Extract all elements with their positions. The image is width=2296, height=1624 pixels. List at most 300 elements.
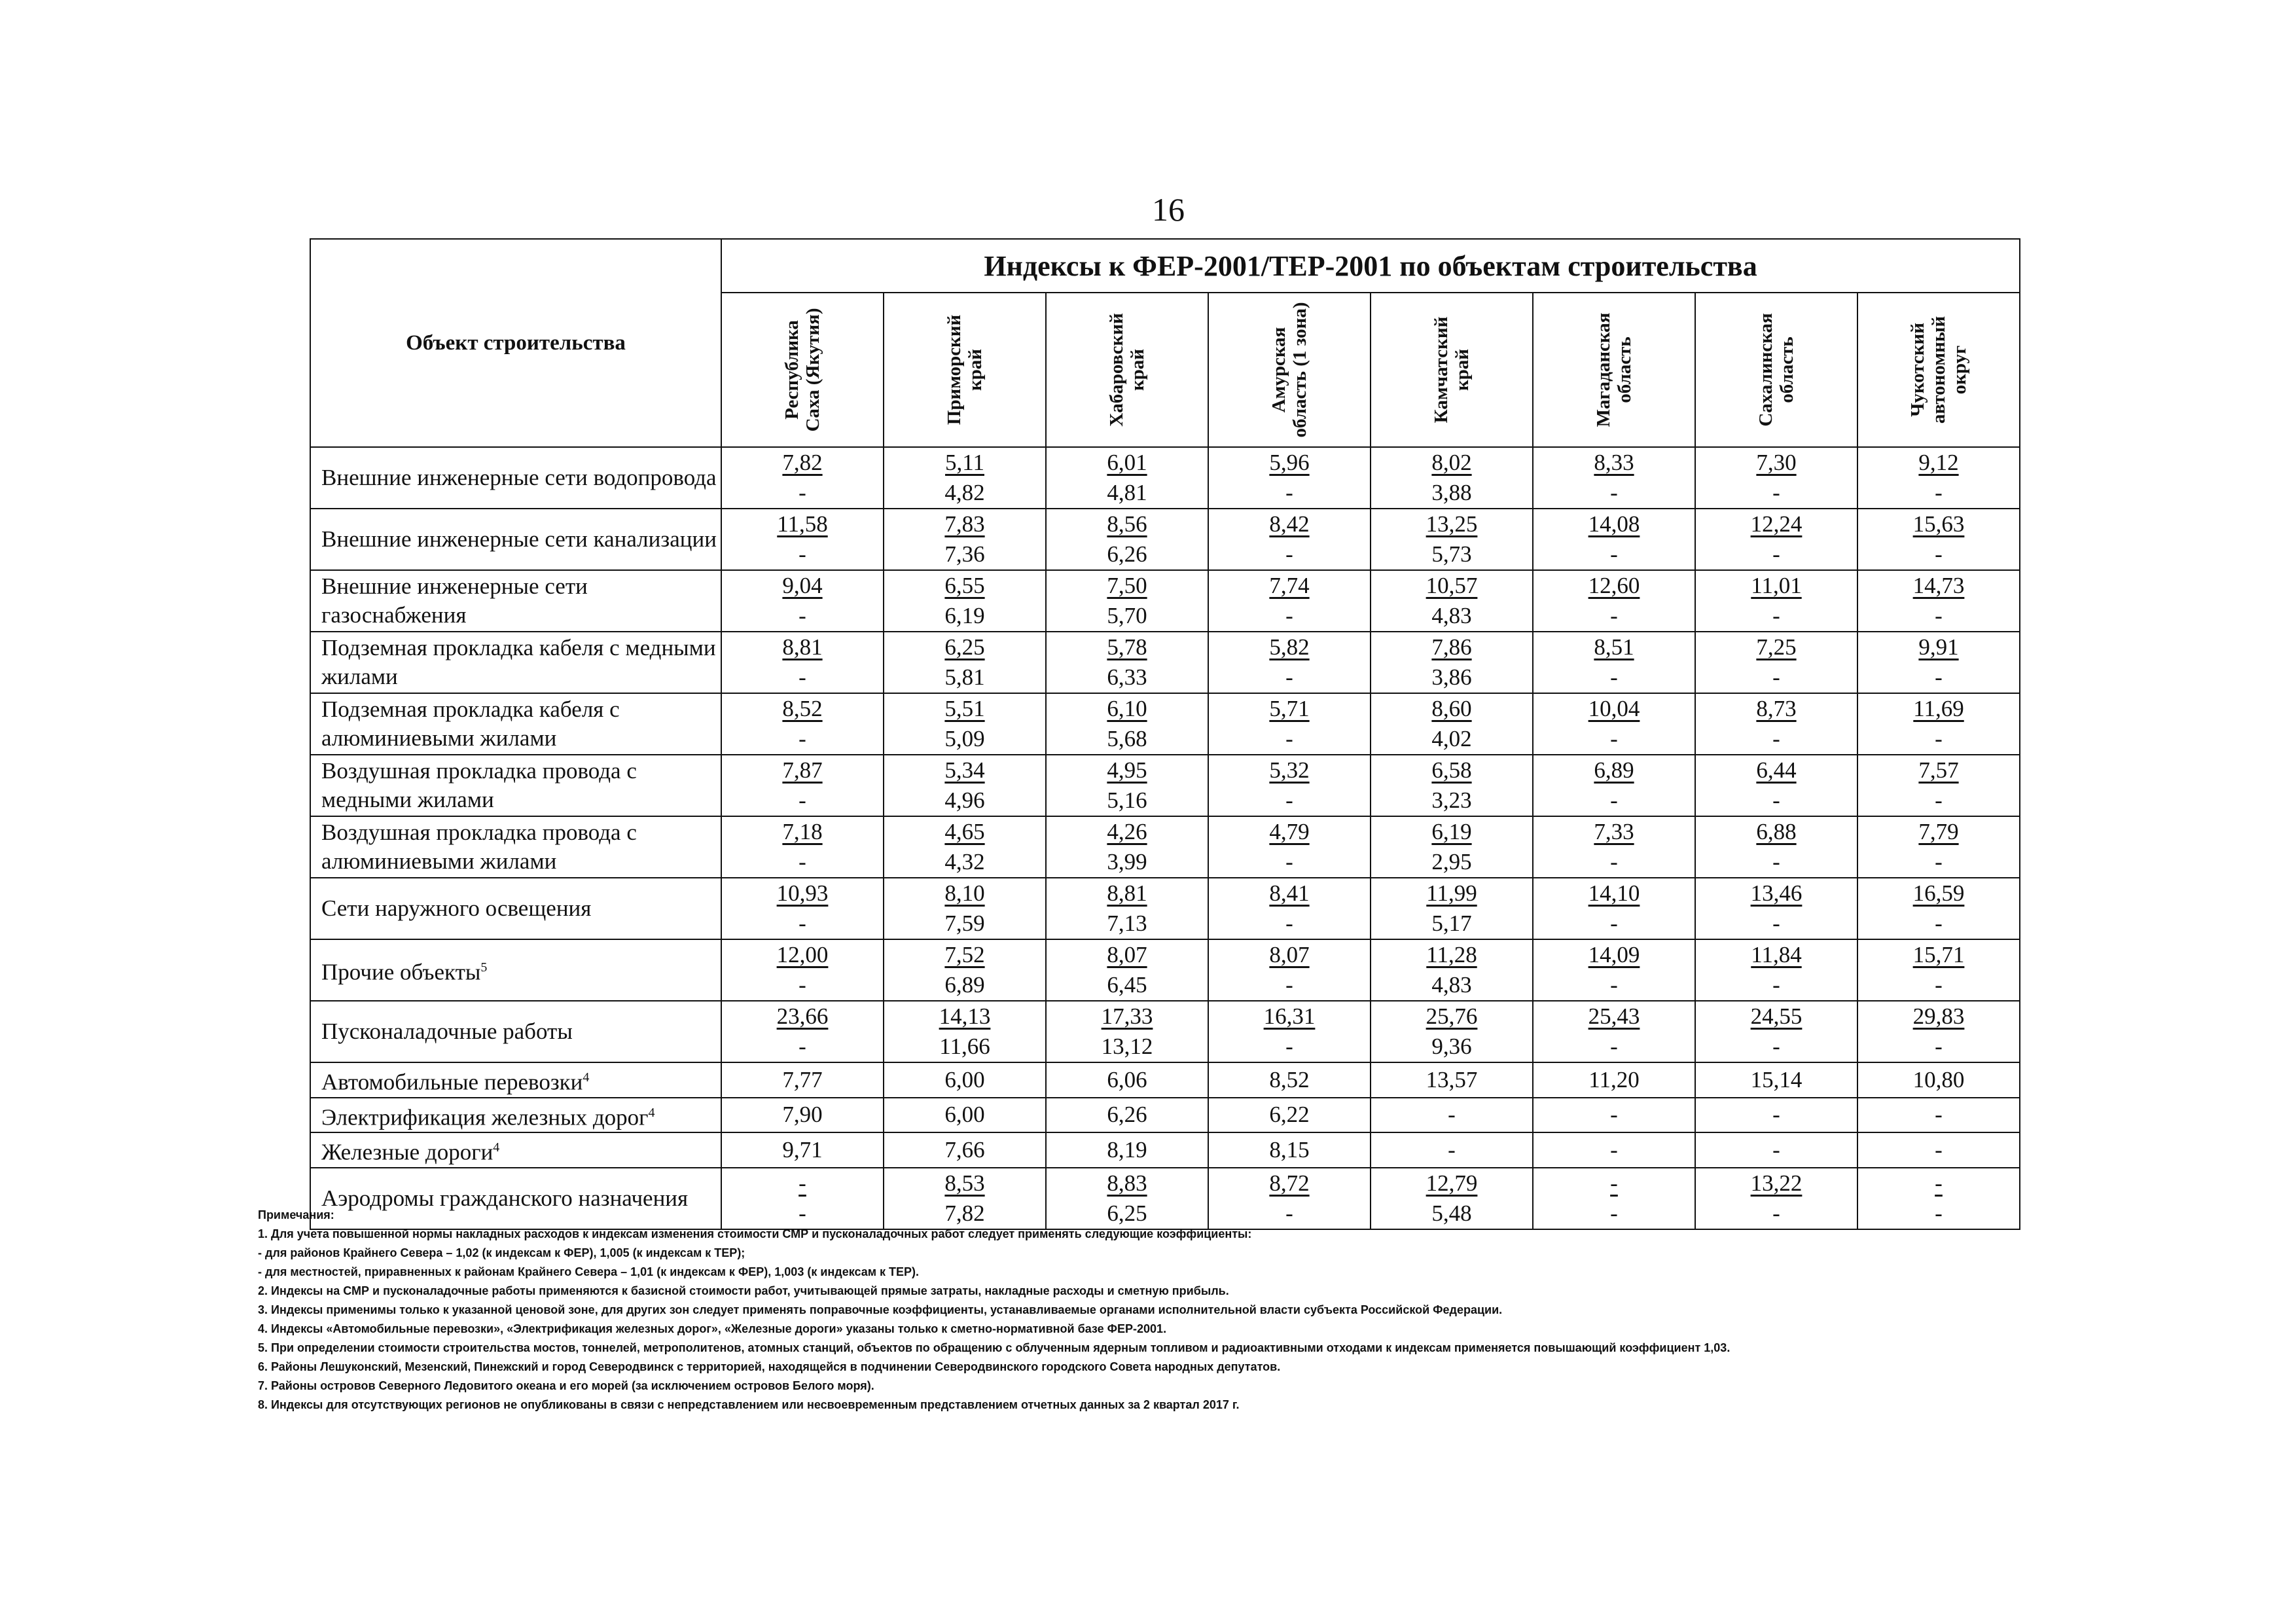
fer-index-value: 4,65 xyxy=(944,819,985,844)
fer-index-value: 7,25 xyxy=(1756,634,1797,660)
value-cell xyxy=(1695,1098,1857,1133)
value-cell xyxy=(721,693,884,755)
fer-index-value: 13,25 xyxy=(1426,511,1478,537)
index-value: 7,90 xyxy=(782,1102,823,1128)
value-cell xyxy=(1857,509,2020,570)
value-cell xyxy=(1371,878,1533,939)
fer-index-value: 12,79 xyxy=(1426,1170,1478,1196)
table-row xyxy=(310,1001,2020,1062)
ter-index-value: - xyxy=(1772,603,1780,628)
value-cell xyxy=(1371,447,1533,509)
ter-index-value: - xyxy=(1610,726,1618,751)
value-cell xyxy=(1371,1001,1533,1062)
fer-index-value: 4,26 xyxy=(1107,819,1147,844)
value-cell xyxy=(1857,1098,2020,1133)
index-table xyxy=(310,238,2020,1230)
ter-index-value: 3,23 xyxy=(1431,787,1472,813)
value-cell xyxy=(1533,632,1695,693)
fer-index-value: 10,04 xyxy=(1588,696,1640,721)
value-cell xyxy=(1208,632,1371,693)
index-value: - xyxy=(1935,1102,1943,1128)
ter-index-value: 13,12 xyxy=(1101,1034,1153,1059)
value-cell xyxy=(1046,447,1208,509)
fer-index-value: 9,12 xyxy=(1918,450,1959,475)
ter-index-value: - xyxy=(1610,972,1618,998)
table-body xyxy=(310,447,2020,1229)
fer-index-value: 16,59 xyxy=(1912,880,1965,906)
fer-index-value: 8,56 xyxy=(1107,511,1147,537)
index-value: - xyxy=(1448,1137,1456,1163)
ter-index-value: 6,33 xyxy=(1107,664,1147,690)
region-header xyxy=(1046,293,1208,447)
note-line: 1. Для учета повышенной нормы накладных расходов к индексам изменения стоимости СМР и пусконаладочных работ следует применять следующие коэффициенты: xyxy=(258,1227,1252,1240)
table-row xyxy=(310,632,2020,693)
ter-index-value: 7,36 xyxy=(944,541,985,567)
value-cell xyxy=(721,1001,884,1062)
fer-index-value: 8,02 xyxy=(1431,450,1472,475)
value-cell xyxy=(1208,447,1371,509)
index-value: 10,80 xyxy=(1912,1066,1965,1092)
table-row xyxy=(310,509,2020,570)
region-label: Приморский край xyxy=(944,314,986,425)
region-header xyxy=(1857,293,2020,447)
table-row xyxy=(310,1132,2020,1168)
fer-index-value: 14,13 xyxy=(939,1003,991,1029)
fer-index-value: 12,60 xyxy=(1588,573,1640,598)
index-value: 8,52 xyxy=(1269,1066,1310,1092)
footnote-ref: 4 xyxy=(648,1105,655,1120)
value-cell xyxy=(1371,939,1533,1001)
fer-index-value: - xyxy=(1935,1170,1943,1196)
value-cell xyxy=(1371,755,1533,816)
value-cell xyxy=(1046,1062,1208,1098)
ter-index-value: - xyxy=(798,1200,806,1226)
fer-index-value: 5,82 xyxy=(1269,634,1310,660)
ter-index-value: 4,83 xyxy=(1431,972,1472,998)
object-name-cell xyxy=(310,878,721,939)
ter-index-value: - xyxy=(1285,480,1293,505)
fer-index-value: 8,53 xyxy=(944,1170,985,1196)
fer-index-value: 8,10 xyxy=(944,880,985,906)
fer-index-value: - xyxy=(1610,1170,1618,1196)
value-cell xyxy=(1533,1132,1695,1168)
note-line: 3. Индексы применимы только к указанной ценовой зоне, для других зон следует применять поправочные коэффициенты, устанавливаемые органами исполнительной власти субъекта Российской Федерации. xyxy=(258,1303,1503,1316)
index-value: 11,20 xyxy=(1588,1066,1640,1092)
region-header xyxy=(884,293,1046,447)
value-cell xyxy=(1857,939,2020,1001)
ter-index-value: 9,36 xyxy=(1431,1034,1472,1059)
fer-index-value: - xyxy=(798,1170,806,1196)
ter-index-value: - xyxy=(1935,972,1943,998)
value-cell xyxy=(1533,755,1695,816)
value-cell xyxy=(1533,693,1695,755)
ter-index-value: 5,16 xyxy=(1107,787,1147,813)
value-cell xyxy=(884,447,1046,509)
fer-index-value: 6,58 xyxy=(1431,757,1472,783)
footnote-ref: 4 xyxy=(493,1140,500,1155)
ter-index-value: 7,59 xyxy=(944,911,985,936)
region-header xyxy=(1695,293,1857,447)
index-value: - xyxy=(1448,1102,1456,1128)
value-cell xyxy=(884,632,1046,693)
ter-index-value: - xyxy=(798,972,806,998)
ter-index-value: - xyxy=(1610,480,1618,505)
value-cell xyxy=(1046,816,1208,878)
fer-index-value: 14,73 xyxy=(1912,573,1965,598)
note-line: 6. Районы Лешуконский, Мезенский, Пинежский и город Северодвинск с территорией, находящейся в подчинении Северодвинского городского Совета народных депутатов. xyxy=(258,1360,1281,1373)
value-cell xyxy=(1695,1001,1857,1062)
value-cell xyxy=(1046,878,1208,939)
index-value: - xyxy=(1610,1137,1618,1163)
object-name: Подземная прокладка кабеля с алюминиевыми жилами xyxy=(321,696,620,751)
ter-index-value: - xyxy=(1610,787,1618,813)
ter-index-value: - xyxy=(1935,603,1943,628)
ter-index-value: - xyxy=(1935,1034,1943,1059)
object-name: Пусконаладочные работы xyxy=(321,1019,573,1044)
ter-index-value: - xyxy=(1610,1034,1618,1059)
fer-index-value: 9,91 xyxy=(1918,634,1959,660)
value-cell xyxy=(1208,1001,1371,1062)
ter-index-value: 11,66 xyxy=(939,1034,990,1059)
fer-index-value: 7,30 xyxy=(1756,450,1797,475)
value-cell xyxy=(1371,1098,1533,1133)
value-cell xyxy=(1208,816,1371,878)
table-title: Индексы к ФЕР-2001/ТЕР-2001 по объектам строительства xyxy=(721,239,2020,293)
value-cell xyxy=(1857,570,2020,632)
object-name: Сети наружного освещения xyxy=(321,895,592,921)
table-row xyxy=(310,570,2020,632)
index-value: - xyxy=(1610,1102,1618,1128)
index-value: 6,26 xyxy=(1107,1102,1147,1128)
fer-index-value: 11,58 xyxy=(777,511,828,537)
value-cell xyxy=(1046,509,1208,570)
value-cell xyxy=(1857,816,2020,878)
fer-index-value: 13,22 xyxy=(1750,1170,1803,1196)
note-line: 4. Индексы «Автомобильные перевозки», «Электрификация железных дорог», «Железные дороги» указаны только к сметно-нормативной базе ФЕР-2001. xyxy=(258,1322,1167,1335)
ter-index-value: - xyxy=(1935,1200,1943,1226)
value-cell xyxy=(1046,1001,1208,1062)
value-cell xyxy=(1208,1098,1371,1133)
fer-index-value: 8,81 xyxy=(782,634,823,660)
fer-index-value: 6,44 xyxy=(1756,757,1797,783)
value-cell xyxy=(1208,1062,1371,1098)
fer-index-value: 6,88 xyxy=(1756,819,1797,844)
ter-index-value: - xyxy=(1285,972,1293,998)
object-name-cell xyxy=(310,570,721,632)
ter-index-value: 4,32 xyxy=(944,849,985,875)
notes-heading: Примечания: xyxy=(258,1208,334,1221)
fer-index-value: 12,24 xyxy=(1750,511,1803,537)
fer-index-value: 8,42 xyxy=(1269,511,1310,537)
ter-index-value: 5,48 xyxy=(1431,1200,1472,1226)
ter-index-value: 2,95 xyxy=(1431,849,1472,875)
ter-index-value: - xyxy=(1285,1034,1293,1059)
value-cell xyxy=(1533,878,1695,939)
value-cell xyxy=(884,755,1046,816)
value-cell xyxy=(1371,632,1533,693)
note-line: 5. При определении стоимости строительства мостов, тоннелей, метрополитенов, атомных станций, объектов по обращению с облученным ядерным топливом и радиоактивными отходами к индексам применяется повышающий коэффициент 1,03. xyxy=(258,1341,1731,1354)
fer-index-value: 7,83 xyxy=(944,511,985,537)
value-cell xyxy=(1046,632,1208,693)
fer-index-value: 5,11 xyxy=(945,450,984,475)
fer-index-value: 10,93 xyxy=(776,880,829,906)
index-value: 6,00 xyxy=(944,1102,985,1128)
value-cell xyxy=(1208,693,1371,755)
fer-index-value: 7,33 xyxy=(1594,819,1634,844)
ter-index-value: - xyxy=(1772,726,1780,751)
table-row xyxy=(310,1098,2020,1133)
ter-index-value: - xyxy=(798,726,806,751)
value-cell xyxy=(1695,755,1857,816)
value-cell xyxy=(1533,1098,1695,1133)
fer-index-value: 7,74 xyxy=(1269,573,1310,598)
fer-index-value: 7,86 xyxy=(1431,634,1472,660)
fer-index-value: 6,01 xyxy=(1107,450,1147,475)
fer-index-value: 6,10 xyxy=(1107,696,1147,721)
fer-index-value: 11,69 xyxy=(1913,696,1964,721)
value-cell xyxy=(721,570,884,632)
ter-index-value: - xyxy=(1285,787,1293,813)
table-row xyxy=(310,693,2020,755)
ter-index-value: - xyxy=(1772,541,1780,567)
ter-index-value: - xyxy=(1772,664,1780,690)
value-cell xyxy=(1533,1001,1695,1062)
fer-index-value: 29,83 xyxy=(1912,1003,1965,1029)
value-cell xyxy=(1695,1062,1857,1098)
footnote-ref: 4 xyxy=(583,1070,590,1085)
region-header xyxy=(1371,293,1533,447)
object-name: Электрификация железных дорог xyxy=(321,1104,649,1130)
index-value: 6,00 xyxy=(944,1066,985,1092)
fer-index-value: 14,10 xyxy=(1588,880,1640,906)
fer-index-value: 8,72 xyxy=(1269,1170,1310,1196)
object-name: Внешние инженерные сети газоснабжения xyxy=(321,573,588,628)
fer-index-value: 8,33 xyxy=(1594,450,1634,475)
value-cell xyxy=(721,816,884,878)
value-cell xyxy=(1857,632,2020,693)
value-cell xyxy=(1208,939,1371,1001)
value-cell xyxy=(721,755,884,816)
value-cell xyxy=(1371,816,1533,878)
value-cell xyxy=(721,632,884,693)
ter-index-value: - xyxy=(1285,664,1293,690)
ter-index-value: 5,68 xyxy=(1107,726,1147,751)
index-value: - xyxy=(1772,1137,1780,1163)
value-cell xyxy=(1371,570,1533,632)
ter-index-value: - xyxy=(798,849,806,875)
fer-index-value: 25,76 xyxy=(1426,1003,1478,1029)
value-cell xyxy=(1533,816,1695,878)
value-cell xyxy=(1695,816,1857,878)
value-cell xyxy=(1046,1132,1208,1168)
ter-index-value: - xyxy=(1772,480,1780,505)
ter-index-value: - xyxy=(798,911,806,936)
fer-index-value: 11,99 xyxy=(1426,880,1477,906)
fer-index-value: 8,07 xyxy=(1107,942,1147,967)
fer-index-value: 8,52 xyxy=(782,696,823,721)
fer-index-value: 5,51 xyxy=(944,696,985,721)
value-cell xyxy=(1046,1098,1208,1133)
ter-index-value: 6,45 xyxy=(1107,972,1147,998)
fer-index-value: 14,09 xyxy=(1588,942,1640,967)
fer-index-value: 7,50 xyxy=(1107,573,1147,598)
fer-index-value: 23,66 xyxy=(776,1003,829,1029)
region-header xyxy=(721,293,884,447)
ter-index-value: 6,89 xyxy=(944,972,985,998)
fer-index-value: 4,95 xyxy=(1107,757,1147,783)
ter-index-value: - xyxy=(1935,726,1943,751)
page-number: 16 xyxy=(1152,191,1185,228)
object-name-cell xyxy=(310,447,721,509)
region-label: Амурская область (1 зона) xyxy=(1268,302,1310,438)
note-line: 2. Индексы на СМР и пусконаладочные работы применяются к базисной стоимости работ, учитывающей прямые затраты, накладные расходы и сметную прибыль. xyxy=(258,1284,1229,1297)
value-cell xyxy=(1857,447,2020,509)
object-column-header: Объект строительства xyxy=(310,239,721,447)
fer-index-value: 7,82 xyxy=(782,450,823,475)
fer-index-value: 5,32 xyxy=(1269,757,1310,783)
ter-index-value: 6,19 xyxy=(944,603,985,628)
fer-index-value: 12,00 xyxy=(776,942,829,967)
value-cell xyxy=(1857,1001,2020,1062)
value-cell xyxy=(1046,939,1208,1001)
region-label: Сахалинская область xyxy=(1755,313,1797,427)
ter-index-value: 6,26 xyxy=(1107,541,1147,567)
value-cell xyxy=(1208,878,1371,939)
value-cell xyxy=(1857,878,2020,939)
index-value: 7,77 xyxy=(782,1066,823,1092)
ter-index-value: - xyxy=(1935,664,1943,690)
value-cell xyxy=(1857,1132,2020,1168)
value-cell xyxy=(1857,755,2020,816)
ter-index-value: 4,96 xyxy=(944,787,985,813)
fer-index-value: 8,60 xyxy=(1431,696,1472,721)
table-row xyxy=(310,939,2020,1001)
table-row xyxy=(310,1062,2020,1098)
value-cell xyxy=(884,816,1046,878)
value-cell xyxy=(884,693,1046,755)
value-cell xyxy=(721,1098,884,1133)
object-name: Воздушная прокладка провода с алюминиевыми жилами xyxy=(321,820,637,874)
value-cell xyxy=(1371,1132,1533,1168)
fer-index-value: 8,41 xyxy=(1269,880,1310,906)
object-name-cell xyxy=(310,1098,721,1133)
ter-index-value: 3,88 xyxy=(1431,480,1472,505)
object-name: Железные дороги xyxy=(321,1139,493,1165)
ter-index-value: - xyxy=(798,664,806,690)
ter-index-value: - xyxy=(1285,911,1293,936)
object-name: Аэродромы гражданского назначения xyxy=(321,1185,689,1211)
note-line: 8. Индексы для отсутствующих регионов не опубликованы в связи с непредставлением или несвоевременным представлением отчетных данных за 2 квартал 2017 г. xyxy=(258,1398,1240,1411)
ter-index-value: - xyxy=(1772,787,1780,813)
value-cell xyxy=(1046,755,1208,816)
object-name: Внешние инженерные сети канализации xyxy=(321,526,717,552)
ter-index-value: - xyxy=(1772,911,1780,936)
fer-index-value: 14,08 xyxy=(1588,511,1640,537)
table-row xyxy=(310,878,2020,939)
value-cell xyxy=(1695,509,1857,570)
value-cell xyxy=(1695,878,1857,939)
ter-index-value: - xyxy=(1285,541,1293,567)
value-cell xyxy=(1208,509,1371,570)
value-cell xyxy=(721,1132,884,1168)
ter-index-value: 5,73 xyxy=(1431,541,1472,567)
ter-index-value: - xyxy=(1935,480,1943,505)
fer-index-value: 8,81 xyxy=(1107,880,1147,906)
value-cell xyxy=(721,878,884,939)
note-line: - для местностей, приравненных к районам Крайнего Севера – 1,01 (к индексам к ФЕР), 1,003 (к индексам к ТЕР). xyxy=(258,1265,920,1278)
object-name-cell xyxy=(310,816,721,878)
value-cell xyxy=(1208,570,1371,632)
value-cell xyxy=(721,939,884,1001)
fer-index-value: 8,83 xyxy=(1107,1170,1147,1196)
ter-index-value: - xyxy=(798,480,806,505)
value-cell xyxy=(1695,1132,1857,1168)
fer-index-value: 6,19 xyxy=(1431,819,1472,844)
index-value: 15,14 xyxy=(1750,1066,1803,1092)
table-row xyxy=(310,755,2020,816)
ter-index-value: - xyxy=(1285,726,1293,751)
fer-index-value: 11,28 xyxy=(1426,942,1477,967)
value-cell xyxy=(1533,939,1695,1001)
value-cell xyxy=(1046,693,1208,755)
region-label: Чукотский автономный округ xyxy=(1907,316,1970,424)
object-name-cell xyxy=(310,1132,721,1168)
ter-index-value: - xyxy=(1610,664,1618,690)
ter-index-value: - xyxy=(1772,972,1780,998)
object-name-cell xyxy=(310,693,721,755)
fer-index-value: 9,04 xyxy=(782,573,823,598)
ter-index-value: - xyxy=(1285,849,1293,875)
value-cell xyxy=(1695,570,1857,632)
ter-index-value: - xyxy=(1610,849,1618,875)
object-name: Внешние инженерные сети водопровода xyxy=(321,465,717,490)
value-cell xyxy=(884,570,1046,632)
fer-index-value: 16,31 xyxy=(1263,1003,1316,1029)
value-cell xyxy=(1046,570,1208,632)
value-cell xyxy=(1857,1062,2020,1098)
ter-index-value: 3,99 xyxy=(1107,849,1147,875)
value-cell xyxy=(1208,1132,1371,1168)
ter-index-value: - xyxy=(1285,603,1293,628)
index-value: 9,71 xyxy=(782,1137,823,1163)
ter-index-value: 5,09 xyxy=(944,726,985,751)
fer-index-value: 6,89 xyxy=(1594,757,1634,783)
ter-index-value: 5,81 xyxy=(944,664,985,690)
value-cell xyxy=(884,939,1046,1001)
ter-index-value: - xyxy=(1935,787,1943,813)
fer-index-value: 7,52 xyxy=(944,942,985,967)
fer-index-value: 8,51 xyxy=(1594,634,1634,660)
value-cell xyxy=(1371,509,1533,570)
ter-index-value: 4,02 xyxy=(1431,726,1472,751)
region-label: Республика Саха (Якутия) xyxy=(781,308,823,432)
fer-index-value: 5,96 xyxy=(1269,450,1310,475)
index-value: 8,15 xyxy=(1269,1137,1310,1163)
ter-index-value: 7,13 xyxy=(1107,911,1147,936)
object-name: Воздушная прокладка провода с медными жилами xyxy=(321,758,637,812)
object-name-cell xyxy=(310,1001,721,1062)
fer-index-value: 11,01 xyxy=(1751,573,1802,598)
region-header xyxy=(1533,293,1695,447)
fer-index-value: 24,55 xyxy=(1750,1003,1803,1029)
ter-index-value: - xyxy=(798,603,806,628)
value-cell xyxy=(1695,693,1857,755)
value-cell xyxy=(1695,447,1857,509)
ter-index-value: 4,83 xyxy=(1431,603,1472,628)
fer-index-value: 25,43 xyxy=(1588,1003,1640,1029)
fer-index-value: 6,25 xyxy=(944,634,985,660)
index-value: 6,06 xyxy=(1107,1066,1147,1092)
